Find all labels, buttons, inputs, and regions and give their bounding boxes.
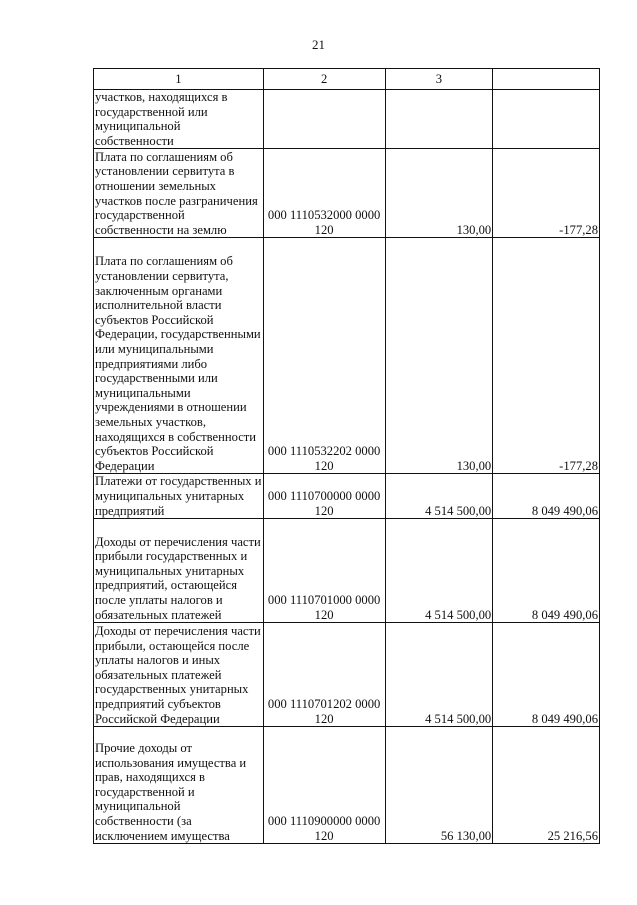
row-value-4: 8 049 490,06 [493,474,600,519]
column-header-3: 3 [385,69,493,90]
income-table [93,68,600,844]
table-row [94,727,600,844]
row-value-3: 4 514 500,00 [385,474,493,519]
row-name: Плата по соглашениям об установлении сервитута в отношении земельных участков после разграничения государственной собственности на землю [94,149,264,238]
table-row [94,90,600,149]
table-row [94,623,600,727]
row-value-3: 130,00 [385,238,493,474]
row-value-3: 4 514 500,00 [385,519,493,623]
row-code: 000 1110700000 0000 120 [263,474,385,519]
row-code: 000 1110701000 0000 120 [263,519,385,623]
row-code: 000 1110900000 0000 120 [263,727,385,844]
table-row [94,149,600,238]
row-value-4: 8 049 490,06 [493,623,600,727]
row-name: Доходы от перечисления части прибыли государственных и муниципальных унитарных предприятий, остающейся после уплаты налогов и обязательных платежей [94,519,264,623]
page-number: 21 [312,37,325,52]
row-name: Плата по соглашениям об установлении сервитута, заключенным органами исполнительной власти субъектов Российской Федерации, государственными или муниципальными предприятиями либо государственными или муниципальными учреждениями в отношении земельных участков, находящихся в собственности субъектов Российской Федерации [94,238,264,474]
row-name: Платежи от государственных и муниципальных унитарных предприятий [95,474,262,518]
row-value-3: 56 130,00 [385,727,493,844]
row-value-4 [493,90,600,149]
table-row [94,474,600,519]
row-value-4: -177,28 [493,238,600,474]
column-header-2: 2 [263,69,385,90]
row-value-3: 4 514 500,00 [385,623,493,727]
row-code [263,90,385,149]
row-name: Доходы от перечисления части прибыли, остающейся после уплаты налогов и иных обязательных платежей государственных унитарных предприятий субъектов Российской Федерации [94,623,264,727]
row-code: 000 1110701202 0000 120 [263,623,385,727]
row-value-4: 8 049 490,06 [493,519,600,623]
column-header-1: 1 [94,69,264,90]
row-value-3 [385,90,493,149]
row-value-4: 25 216,56 [493,727,600,844]
row-code: 000 1110532000 0000 120 [263,149,385,238]
row-code: 000 1110532202 0000 120 [263,238,385,474]
table-row [94,238,600,474]
row-name: Прочие доходы от использования имущества и прав, находящихся в государственной и муниципальной собственности (за исключением имущества [94,727,264,844]
table-header-row [94,69,600,90]
row-name: участков, находящихся в государственной или муниципальной собственности [94,90,264,149]
table-row [94,519,600,623]
row-value-3: 130,00 [385,149,493,238]
row-value-4: -177,28 [493,149,600,238]
column-header-4 [493,69,600,90]
